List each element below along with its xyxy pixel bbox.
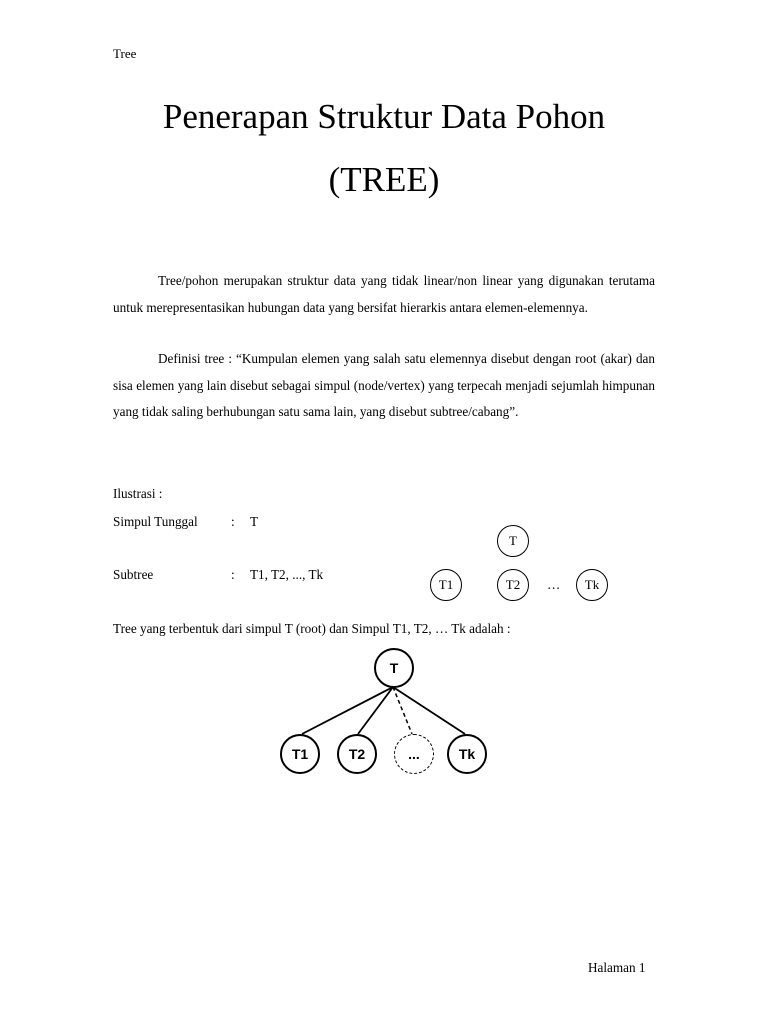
simpul-tunggal-separator: : [231, 514, 235, 529]
illustration-label: Ilustrasi : [113, 486, 163, 501]
subtree-value: T1, T2, ..., Tk [250, 567, 324, 582]
edge-root-t1 [302, 687, 393, 734]
document-title-line-2: (TREE) [328, 160, 440, 199]
simpul-tunggal-value: T [250, 514, 259, 529]
paragraph-text: Tree/pohon merupakan struktur data yang tidak linear/non linear yang digunakan terutama untuk merepresentasikan hubungan data yang bersifat hierarkis antara elemen-elemennya. [113, 273, 655, 315]
single-node-t: T [497, 525, 529, 557]
paragraph-text: Definisi tree : “Kumpulan elemen yang salah satu elemennya disebut dengan root (akar) dan sisa elemen yang lain disebut sebagai simpul (node/vertex) yang terpecah menjadi sejumlah himpunan yang tidak saling berhubungan satu sama lain, yang disebut subtree/cabang”. [113, 351, 655, 419]
tree-child-node-t2: T2 [337, 734, 377, 774]
tree-child-node-tk: Tk [447, 734, 487, 774]
page-header: Tree [113, 46, 137, 61]
subtree-separator: : [231, 567, 235, 582]
tree-child-node-ellipsis: ... [394, 734, 434, 774]
subtree-node-t2: T2 [497, 569, 529, 601]
simpul-tunggal-term: Simpul Tunggal [113, 514, 198, 529]
tree-root-node: T [374, 648, 414, 688]
edge-root-tk [393, 687, 465, 734]
tree-child-node-t1: T1 [280, 734, 320, 774]
edge-root-t2 [358, 687, 393, 734]
subtree-node-tk: Tk [576, 569, 608, 601]
subtree-node-t1: T1 [430, 569, 462, 601]
subtree-ellipsis: … [547, 577, 561, 592]
tree-sentence: Tree yang terbentuk dari simpul T (root) dan Simpul T1, T2, … Tk adalah : [113, 621, 511, 636]
page-footer: Halaman 1 [588, 960, 646, 975]
subtree-term: Subtree [113, 567, 154, 582]
document-title-line-1: Penerapan Struktur Data Pohon [162, 97, 606, 136]
